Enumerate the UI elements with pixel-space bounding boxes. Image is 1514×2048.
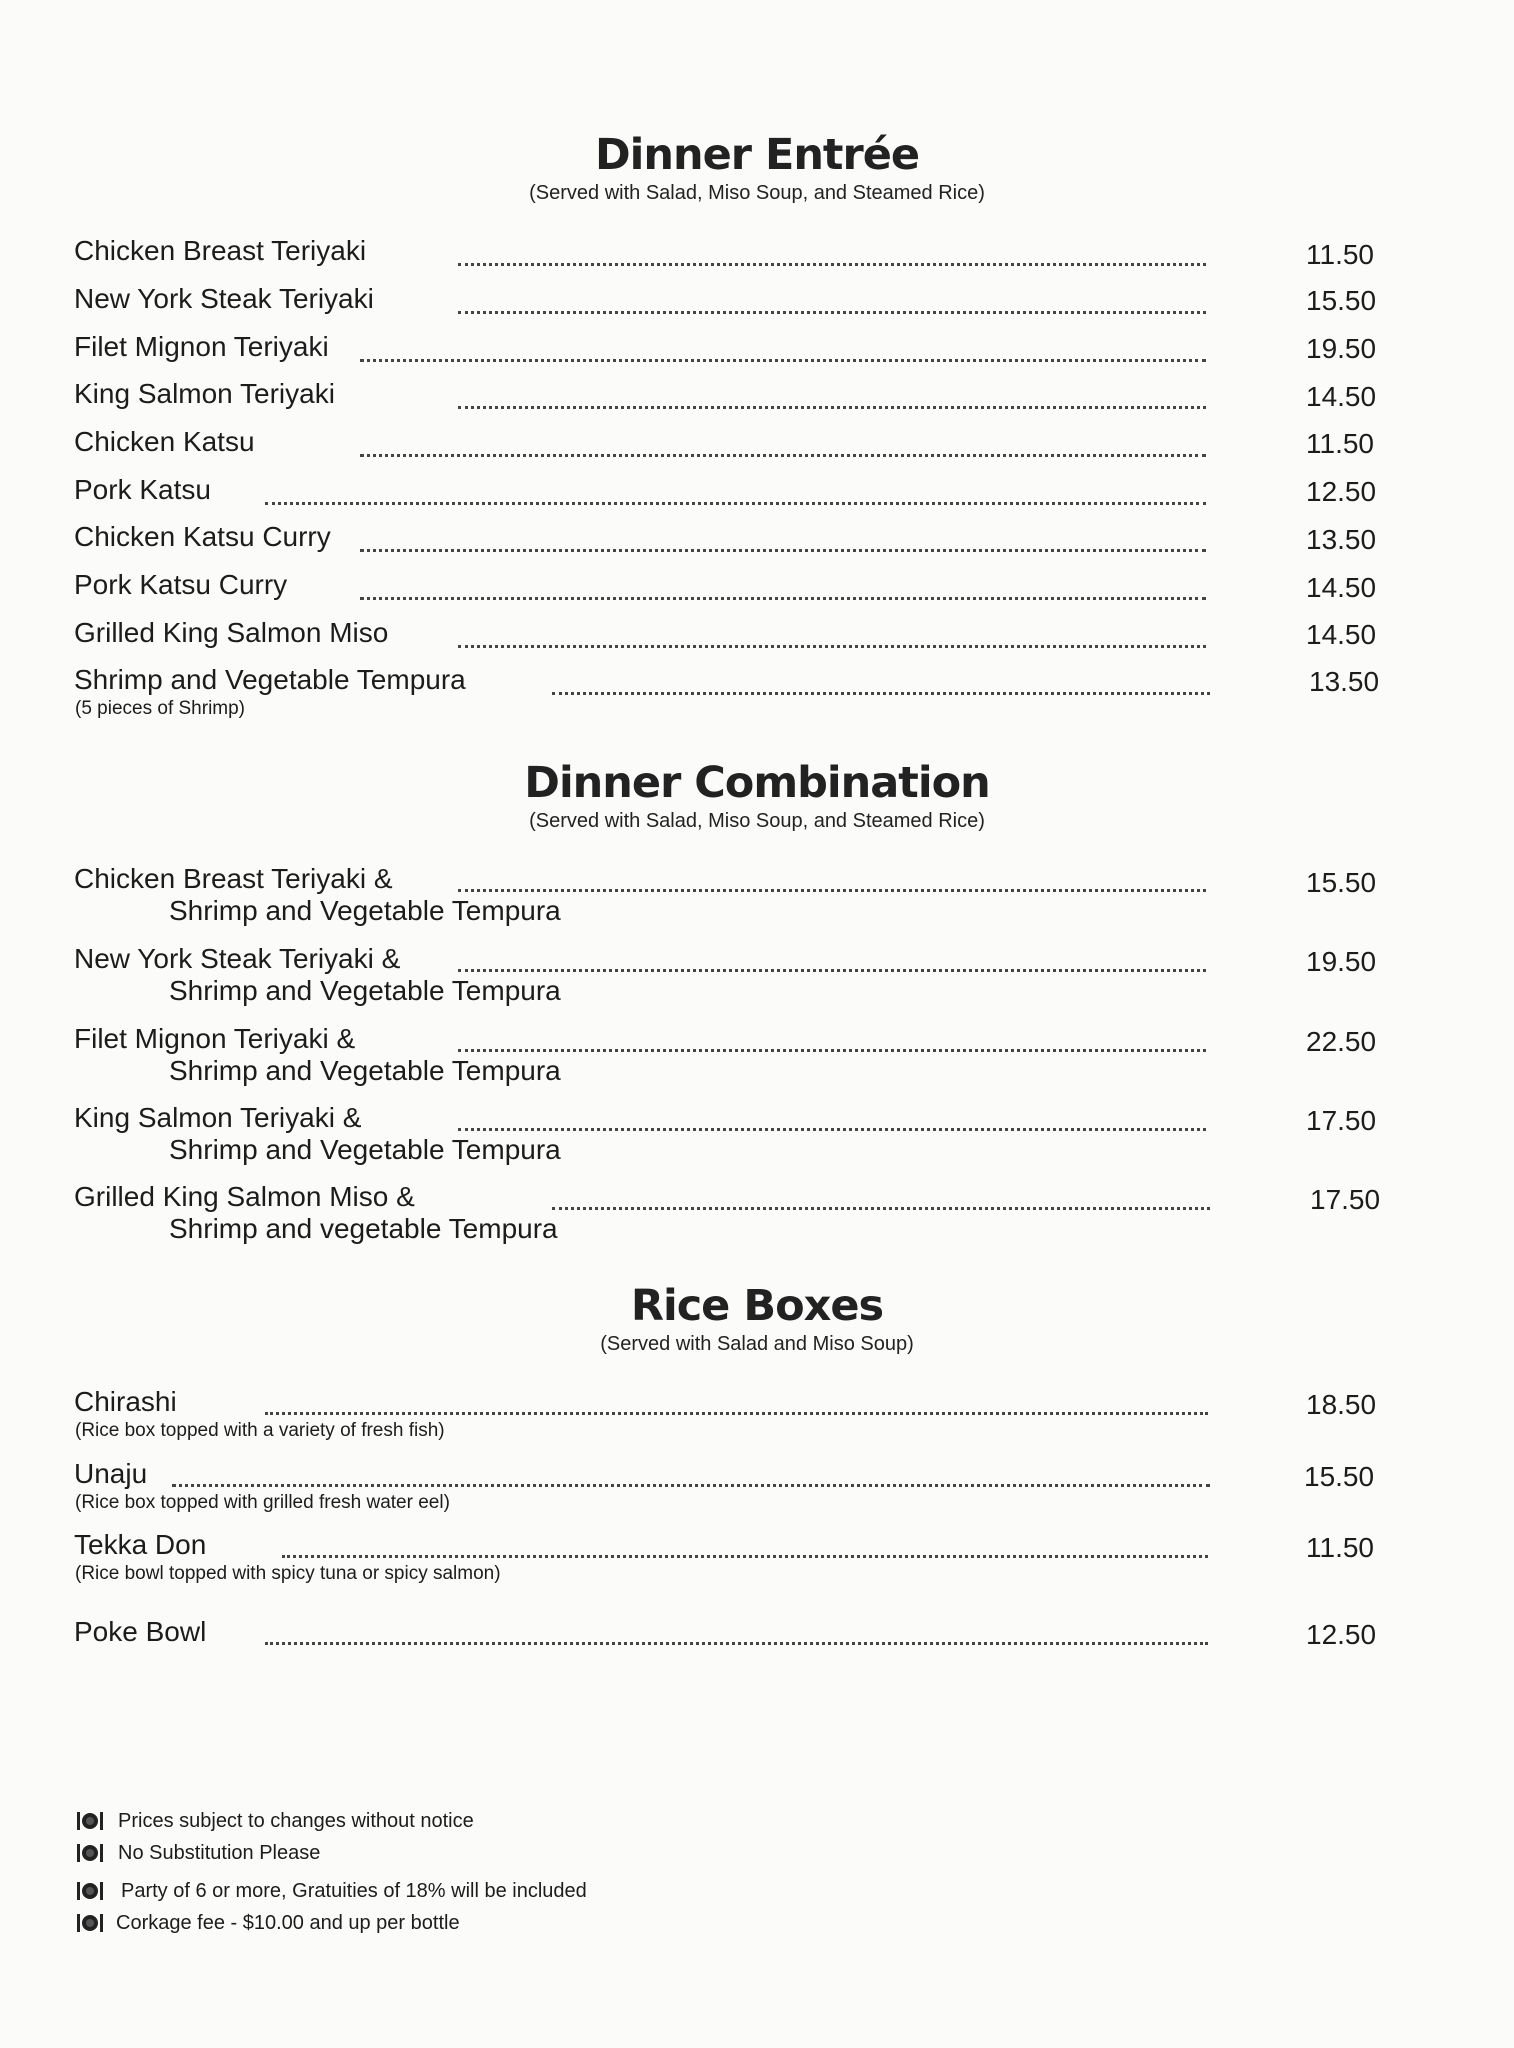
item-name: Chicken Breast Teriyaki	[74, 235, 367, 266]
note-text: Prices subject to changes without notice	[118, 1810, 474, 1832]
dot-leader	[360, 356, 1206, 362]
item-price: 13.50	[1306, 524, 1377, 555]
section-title: Rice Boxes	[630, 1281, 884, 1331]
item-description: (Rice bowl topped with spicy tuna or spicy salmon)	[75, 1563, 501, 1584]
dot-leader	[360, 451, 1206, 457]
dot-leader	[552, 689, 1210, 695]
item-price: 13.50	[1309, 666, 1380, 697]
item-name-line2: Shrimp and Vegetable Tempura	[169, 895, 561, 926]
item-name: Chicken Katsu	[74, 426, 255, 457]
item-name: Chicken Katsu Curry	[74, 521, 331, 552]
dot-leader	[458, 1046, 1206, 1052]
item-name: Chirashi	[74, 1386, 177, 1417]
item-price: 17.50	[1310, 1184, 1381, 1215]
item-price: 14.50	[1306, 619, 1377, 650]
dot-leader	[458, 260, 1206, 266]
item-name-line2: Shrimp and vegetable Tempura	[169, 1213, 558, 1244]
dot-leader	[265, 1409, 1208, 1415]
item-price: 18.50	[1306, 1389, 1377, 1420]
item-price: 22.50	[1306, 1026, 1377, 1057]
dot-leader	[282, 1552, 1208, 1558]
item-description: (5 pieces of Shrimp)	[75, 698, 246, 719]
item-price: 15.50	[1306, 867, 1377, 898]
item-price: 15.50	[1306, 285, 1377, 316]
note-text: Party of 6 or more, Gratuities of 18% will be included	[121, 1880, 587, 1902]
item-name: Filet Mignon Teriyaki	[74, 331, 329, 362]
dot-leader	[360, 546, 1206, 552]
item-name: Grilled King Salmon Miso	[74, 617, 389, 648]
place-setting-icon	[76, 1912, 104, 1934]
dot-leader	[552, 1204, 1210, 1210]
dot-leader	[458, 1125, 1206, 1131]
item-name: King Salmon Teriyaki &	[74, 1102, 362, 1133]
note-text: Corkage fee - $10.00 and up per bottle	[116, 1912, 460, 1934]
item-price: 19.50	[1306, 333, 1377, 364]
item-price: 14.50	[1306, 572, 1377, 603]
dot-leader	[265, 499, 1206, 505]
place-setting-icon	[76, 1880, 104, 1902]
item-name: Shrimp and Vegetable Tempura	[74, 664, 466, 695]
note-text: No Substitution Please	[118, 1842, 321, 1864]
item-price: 11.50	[1306, 239, 1374, 270]
rice-boxes-header	[0, 1281, 1514, 1357]
item-price: 11.50	[1306, 428, 1374, 459]
item-name: New York Steak Teriyaki &	[74, 943, 401, 974]
item-price: 11.50	[1306, 1532, 1374, 1563]
item-name: Unaju	[74, 1458, 148, 1489]
section-subtitle: (Served with Salad, Miso Soup, and Steamed Rice)	[529, 182, 985, 204]
item-price: 19.50	[1306, 946, 1377, 977]
item-price: 14.50	[1306, 381, 1377, 412]
place-setting-icon	[76, 1842, 104, 1864]
dot-leader	[458, 403, 1206, 409]
item-price: 12.50	[1306, 1619, 1377, 1650]
dot-leader	[458, 642, 1206, 648]
item-name: Poke Bowl	[74, 1616, 207, 1647]
item-price: 15.50	[1304, 1461, 1375, 1492]
item-name: Pork Katsu Curry	[74, 569, 288, 600]
dot-leader	[360, 594, 1206, 600]
dinner-entree-header	[0, 130, 1514, 206]
item-name: Tekka Don	[74, 1529, 207, 1560]
section-title: Dinner Combination	[524, 758, 990, 808]
item-description: (Rice box topped with grilled fresh water eel)	[75, 1492, 450, 1513]
section-subtitle: (Served with Salad, Miso Soup, and Steamed Rice)	[529, 810, 985, 832]
item-price: 12.50	[1306, 476, 1377, 507]
dinner-combination-header	[0, 758, 1514, 834]
item-name-line2: Shrimp and Vegetable Tempura	[169, 975, 561, 1006]
item-name-line2: Shrimp and Vegetable Tempura	[169, 1055, 561, 1086]
dot-leader	[458, 966, 1206, 972]
item-price: 17.50	[1306, 1105, 1377, 1136]
dot-leader	[172, 1481, 1210, 1487]
dot-leader	[265, 1639, 1208, 1645]
item-name: New York Steak Teriyaki	[74, 283, 374, 314]
dot-leader	[458, 886, 1206, 892]
item-name: King Salmon Teriyaki	[74, 378, 335, 409]
item-name: Filet Mignon Teriyaki &	[74, 1023, 356, 1054]
item-name: Chicken Breast Teriyaki &	[74, 863, 393, 894]
item-name-line2: Shrimp and Vegetable Tempura	[169, 1134, 561, 1165]
section-subtitle: (Served with Salad and Miso Soup)	[600, 1333, 914, 1355]
item-name: Grilled King Salmon Miso &	[74, 1181, 415, 1212]
dot-leader	[458, 308, 1206, 314]
place-setting-icon	[76, 1810, 104, 1832]
item-description: (Rice box topped with a variety of fresh fish)	[75, 1420, 445, 1441]
section-title: Dinner Entrée	[594, 130, 920, 180]
item-name: Pork Katsu	[74, 474, 211, 505]
